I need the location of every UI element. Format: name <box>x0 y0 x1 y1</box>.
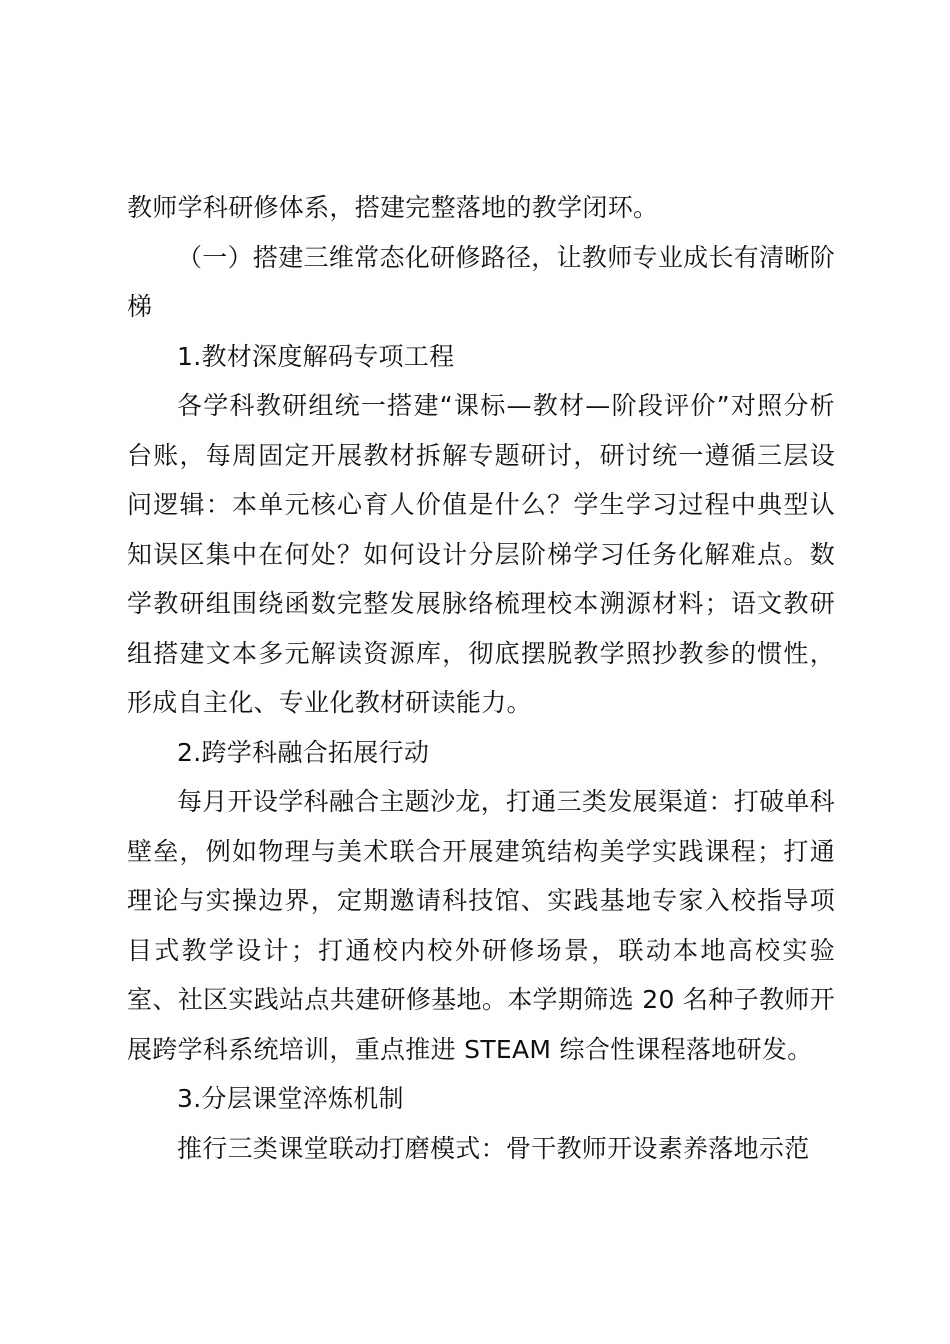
subsection-heading-1: 1.教材深度解码专项工程 <box>177 341 455 371</box>
document-body <box>127 183 835 1173</box>
paragraph-3: 推行三类课堂联动打磨模式：骨干教师开设素养落地示范 <box>177 1133 810 1163</box>
subsection-heading-3: 3.分层课堂淬炼机制 <box>177 1084 404 1113</box>
section-heading: （一）搭建三维常态化研修路径，让教师专业成长有清晰阶梯 <box>127 242 835 321</box>
subsection-heading-2: 2.跨学科融合拓展行动 <box>177 737 430 767</box>
paragraph-continuation: 教师学科研修体系，搭建完整落地的教学闭环。 <box>127 193 659 222</box>
paragraph-1: 各学科教研组统一搭建“课标—教材—阶段评价”对照分析台账，每周固定开展教材拆解专题研讨，研讨统一遵循三层设问逻辑：本单元核心育人价值是什么？学生学习过程中典型认知误区集中在何处？如何设计分层阶梯学习任务化解难点。数学教研组围绕函数完整发展脉络梳理校本溯源材料；语文教研组搭建文本多元解读资源库，彻底摆脱教学照抄教参的惯性，形成自主化、专业化教材研读能力。 <box>127 391 835 717</box>
paragraph-2: 每月开设学科融合主题沙龙，打通三类发展渠道：打破单科壁垒，例如物理与美术联合开展建筑结构美学实践课程；打通理论与实操边界，定期邀请科技馆、实践基地专家入校指导项目式教学设计；打通校内校外研修场景，联动本地高校实验室、社区实践站点共建研修基地。本学期筛选 20 名种子教师开展跨学科系统培训，重点推进 STEAM 综合性课程落地研发。 <box>127 787 835 1064</box>
